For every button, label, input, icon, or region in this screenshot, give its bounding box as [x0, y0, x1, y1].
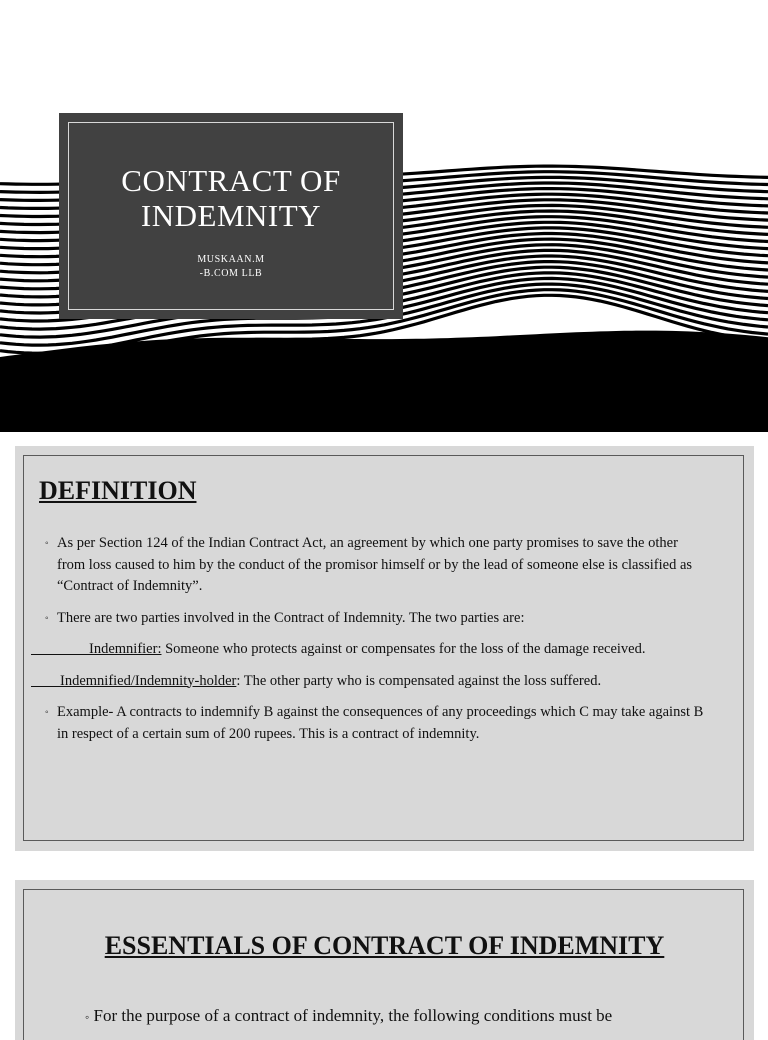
indemnifier-term: ​ Indemnifier:: [31, 641, 162, 657]
list-item: [45, 533, 705, 598]
bullet-text: For the purpose of a contract of indemnity, the following conditions must be: [93, 1006, 613, 1025]
presentation-subtitle: [197, 253, 264, 281]
essentials-heading: ESSENTIALS OF CONTRACT OF INDEMNITY: [104, 931, 665, 960]
bullet-icon: ◦: [45, 612, 49, 624]
definition-heading: DEFINITION: [39, 476, 197, 505]
bullet-icon: ◦: [85, 1010, 90, 1024]
definition-slide: [15, 446, 754, 851]
indemnifier-definition: [31, 639, 705, 661]
essentials-body: [85, 1004, 725, 1029]
bullet-text: As per Section 124 of the Indian Contract Act, an agreement by which one party promises to save the other from loss caused to him by the conduct of the promisor himself or by the lead of someone else is classified as “Contract of Indemnity”.: [57, 535, 693, 594]
bullet-text: There are two parties involved in the Contract of Indemnity. The two parties are:: [57, 609, 525, 626]
indemnified-term: ​ Indemnified/Indemnity-holder: [31, 672, 237, 689]
title-slide: [0, 0, 768, 432]
title-frame: [68, 122, 394, 310]
presentation-title: CONTRACT OF INDEMNITY: [121, 163, 341, 233]
bullet-icon: ◦: [45, 538, 49, 549]
indemnifier-text: Someone who protects against or compensates for the loss of the damage received.: [161, 641, 646, 657]
wave-dark-band: [0, 331, 768, 432]
bullet-text: Example- A contracts to indemnify B against the consequences of any proceedings which C may take against B in respect of a certain sum of 200 rupees. This is a contract of indemnity.: [57, 704, 704, 742]
course-name: -B.COM LLB: [199, 268, 263, 279]
essentials-slide: [15, 880, 754, 1040]
title-box: [59, 113, 403, 319]
indemnified-text: : The other party who is compensated against the loss suffered.: [236, 672, 602, 689]
bullet-icon: ◦: [45, 707, 49, 718]
list-item: [45, 702, 705, 745]
author-name: MUSKAAN.M: [197, 254, 265, 265]
list-item: [45, 608, 705, 630]
indemnified-definition: [31, 671, 705, 693]
definition-body: [31, 533, 705, 755]
